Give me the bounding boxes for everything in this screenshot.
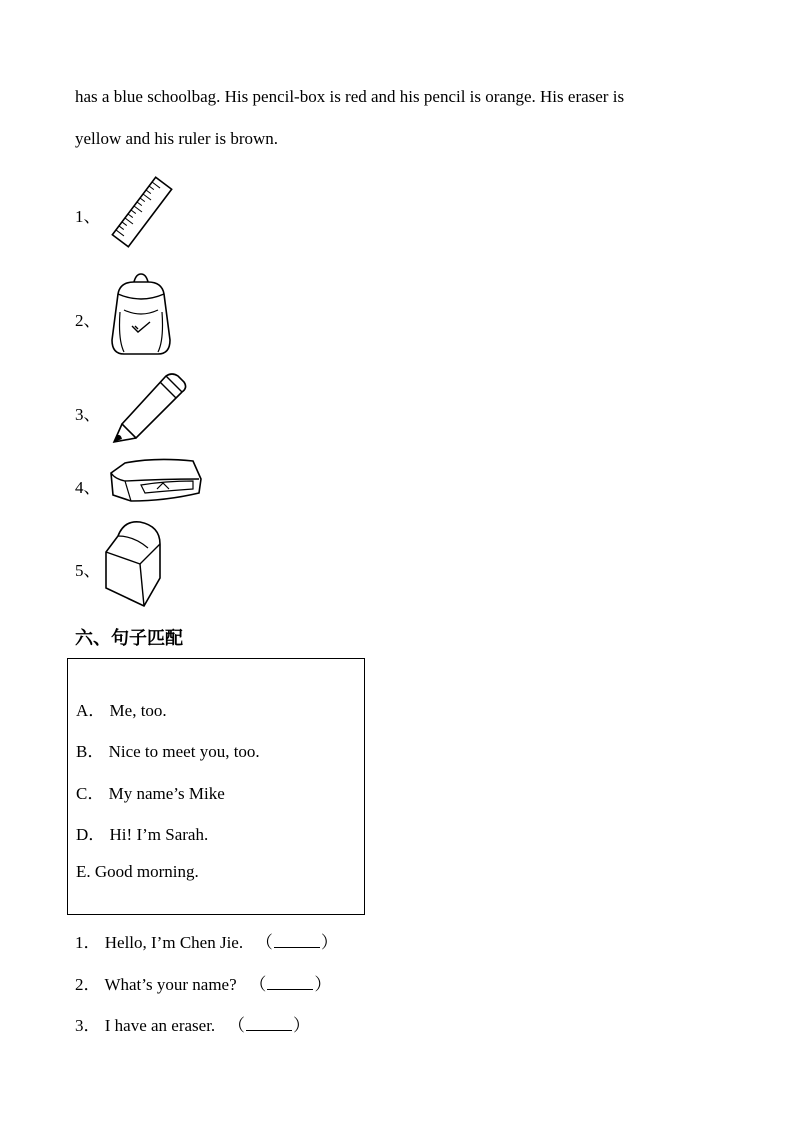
section-title: 六、句子匹配 <box>75 628 183 649</box>
answer-blank[interactable] <box>246 1015 292 1031</box>
item-number-3: 3、 <box>75 405 101 424</box>
pencil-box-icon <box>105 455 205 505</box>
option-text: Me, too. <box>109 701 167 720</box>
pencil-icon <box>108 370 190 446</box>
question-number: 1． <box>75 933 101 952</box>
item-number-5: 5、 <box>75 561 101 580</box>
option-text: Nice to meet you, too. <box>108 742 260 761</box>
paren-open: （ <box>227 1016 245 1035</box>
paren-close: ） <box>314 975 332 994</box>
option-label: A． <box>76 701 106 720</box>
item-number-4: 4、 <box>75 478 101 497</box>
option-text: Good morning. <box>94 862 199 881</box>
option-label: D． <box>76 825 106 844</box>
answer-blank[interactable] <box>267 974 313 990</box>
question-text: What’s your name? <box>104 975 237 994</box>
option-c <box>76 779 225 804</box>
paren-close: ） <box>320 933 338 952</box>
question-1 <box>75 928 338 953</box>
option-label: B． <box>76 742 105 761</box>
options-box <box>67 658 365 915</box>
ruler-icon <box>104 168 180 256</box>
option-e <box>76 862 199 882</box>
eraser-icon <box>100 518 170 610</box>
answer-blank[interactable] <box>274 932 320 948</box>
passage-line-1: has a blue schoolbag. His pencil-box is red and his pencil is orange. His eraser is <box>75 87 625 106</box>
option-label: E. <box>76 862 91 881</box>
question-number: 2． <box>75 975 101 994</box>
option-b <box>76 737 260 762</box>
question-2 <box>75 970 331 995</box>
question-text: Hello, I’m Chen Jie. <box>104 933 244 952</box>
option-d <box>76 820 208 845</box>
passage-line-2: yellow and his ruler is brown. <box>75 129 279 148</box>
option-label: C． <box>76 784 105 803</box>
option-text: My name’s Mike <box>108 784 225 803</box>
question-3 <box>75 1011 310 1036</box>
paren-close: ） <box>292 1016 310 1035</box>
item-number-1: 1、 <box>75 207 101 226</box>
paren-open: （ <box>249 975 267 994</box>
question-number: 3． <box>75 1016 101 1035</box>
option-text: Hi! I’m Sarah. <box>109 825 209 844</box>
schoolbag-icon <box>104 270 178 358</box>
item-number-2: 2、 <box>75 311 101 330</box>
option-a <box>76 696 167 721</box>
paren-open: （ <box>255 933 273 952</box>
question-text: I have an eraser. <box>104 1016 216 1035</box>
